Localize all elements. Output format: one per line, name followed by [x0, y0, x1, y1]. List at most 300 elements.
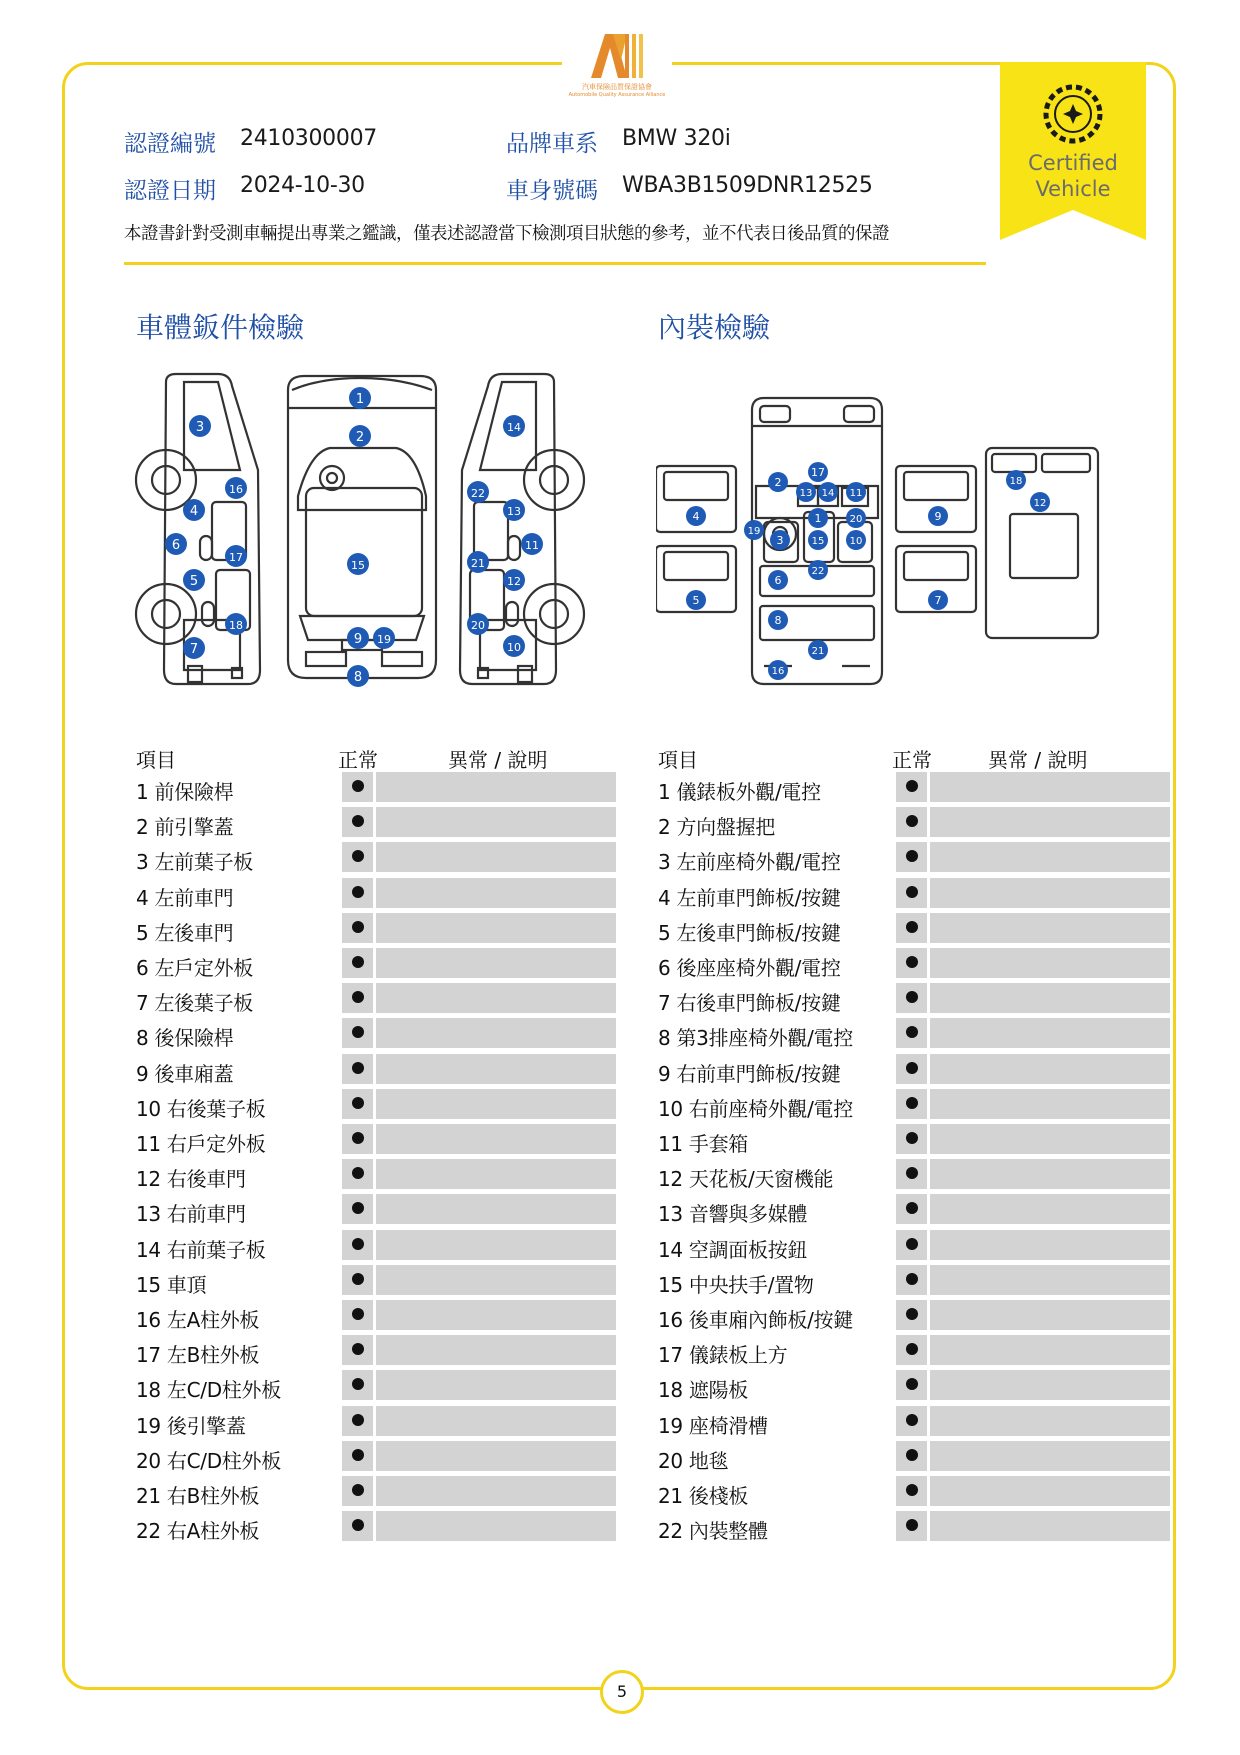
abnormal-note-field[interactable]: [376, 842, 616, 872]
normal-checkbox[interactable]: [342, 913, 373, 943]
interior-section-title: 內裝檢驗: [658, 311, 771, 344]
interior-marker-15: [808, 530, 828, 550]
item-label: 3 左前座椅外觀/電控: [658, 850, 841, 875]
table-row: [658, 1194, 1170, 1226]
normal-checkbox[interactable]: [342, 1335, 373, 1365]
normal-mark-icon: [906, 956, 918, 968]
interior-marker-6: [768, 570, 788, 590]
item-label: 5 左後車門飾板/按鍵: [658, 920, 841, 945]
table-row: [136, 1370, 616, 1402]
item-label: 9 右前車門飾板/按鍵: [658, 1061, 841, 1086]
svg-text:19: 19: [747, 526, 761, 537]
body-marker-20: [467, 613, 489, 635]
svg-text:16: 16: [229, 483, 243, 496]
table-row: [136, 1476, 616, 1508]
body-marker-16: [225, 477, 247, 499]
svg-text:8: 8: [774, 614, 782, 627]
interior-marker-16: [768, 660, 788, 680]
svg-text:20: 20: [849, 514, 863, 525]
normal-mark-icon: [906, 1484, 918, 1496]
interior-marker-11: [846, 482, 866, 502]
svg-text:10: 10: [849, 536, 863, 547]
normal-checkbox[interactable]: [896, 1054, 927, 1084]
table-row: [136, 1300, 616, 1332]
abnormal-note-field[interactable]: [930, 807, 1170, 837]
logo-org-name: 汽車保險品質保證協會: [582, 83, 652, 91]
normal-mark-icon: [906, 1343, 918, 1355]
table-row: [136, 1054, 616, 1086]
item-label: 8 第3排座椅外觀/電控: [658, 1026, 853, 1051]
normal-checkbox[interactable]: [896, 1370, 927, 1400]
svg-text:1: 1: [814, 512, 822, 525]
svg-text:11: 11: [849, 488, 863, 499]
normal-checkbox[interactable]: [896, 1476, 927, 1506]
normal-checkbox[interactable]: [342, 1089, 373, 1119]
normal-checkbox[interactable]: [896, 1124, 927, 1154]
normal-checkbox[interactable]: [896, 1018, 927, 1048]
interior-marker-9: [928, 506, 948, 526]
normal-checkbox[interactable]: [342, 1159, 373, 1189]
table-row: [136, 1159, 616, 1191]
body-marker-15: [347, 553, 369, 575]
item-label: 20 右C/D柱外板: [136, 1448, 281, 1473]
abnormal-note-field[interactable]: [930, 1370, 1170, 1400]
body-section-title: 車體鈑件檢驗: [136, 311, 305, 344]
abnormal-note-field[interactable]: [376, 1054, 616, 1084]
abnormal-note-field[interactable]: [376, 983, 616, 1013]
svg-text:13: 13: [507, 505, 521, 518]
item-label: 21 後棧板: [658, 1484, 749, 1508]
normal-mark-icon: [906, 850, 918, 862]
normal-mark-icon: [906, 886, 918, 898]
normal-mark-icon: [906, 1519, 918, 1531]
certified-vehicle-badge: [1000, 62, 1146, 240]
normal-checkbox[interactable]: [342, 772, 373, 802]
normal-mark-icon: [906, 1167, 918, 1179]
interior-marker-7: [928, 590, 948, 610]
body-marker-13: [503, 499, 525, 521]
normal-mark-icon: [352, 1273, 364, 1285]
svg-text:20: 20: [471, 619, 485, 632]
abnormal-note-field[interactable]: [376, 1511, 616, 1541]
abnormal-note-field[interactable]: [376, 1018, 616, 1048]
body-marker-8: [347, 665, 369, 687]
body-marker-21: [467, 551, 489, 573]
abnormal-note-field[interactable]: [376, 948, 616, 978]
body-marker-6: [165, 533, 187, 555]
abnormal-note-field[interactable]: [376, 1124, 616, 1154]
abnormal-note-field[interactable]: [376, 913, 616, 943]
svg-text:18: 18: [229, 619, 243, 632]
abnormal-note-field[interactable]: [930, 842, 1170, 872]
organization-logo: [562, 30, 672, 100]
page-number: 5: [600, 1670, 644, 1714]
body-marker-3: [189, 415, 211, 437]
cert-no-value: 2410300007: [240, 126, 377, 151]
item-label: 13 右前車門: [136, 1202, 246, 1227]
normal-checkbox[interactable]: [896, 1300, 927, 1330]
svg-text:2: 2: [774, 476, 782, 489]
normal-mark-icon: [906, 1026, 918, 1038]
table-row: [658, 1441, 1170, 1473]
item-label: 15 中央扶手/置物: [658, 1272, 814, 1297]
normal-checkbox[interactable]: [342, 1511, 373, 1541]
normal-checkbox[interactable]: [342, 1230, 373, 1260]
body-marker-18: [225, 613, 247, 635]
body-marker-22: [467, 481, 489, 503]
normal-mark-icon: [352, 1026, 364, 1038]
table-row: [658, 807, 1170, 839]
table-row: [658, 842, 1170, 874]
body-col-normal: 正常: [338, 748, 378, 772]
table-row: [136, 1335, 616, 1367]
abnormal-note-field[interactable]: [376, 807, 616, 837]
abnormal-note-field[interactable]: [376, 1089, 616, 1119]
body-col-abnormal: 異常 / 說明: [448, 748, 548, 772]
normal-checkbox[interactable]: [342, 1406, 373, 1436]
table-row: [136, 1511, 616, 1543]
item-label: 16 後車廂內飾板/按鍵: [658, 1308, 853, 1332]
body-marker-14: [503, 415, 525, 437]
svg-text:15: 15: [351, 559, 365, 572]
normal-mark-icon: [352, 1519, 364, 1531]
svg-text:12: 12: [507, 575, 521, 588]
normal-checkbox[interactable]: [896, 807, 927, 837]
normal-mark-icon: [352, 1238, 364, 1250]
svg-text:9: 9: [353, 632, 363, 647]
normal-mark-icon: [906, 1202, 918, 1214]
table-row: [658, 1230, 1170, 1262]
normal-mark-icon: [352, 921, 364, 933]
abnormal-note-field[interactable]: [930, 1335, 1170, 1365]
abnormal-note-field[interactable]: [376, 1476, 616, 1506]
normal-checkbox[interactable]: [896, 1406, 927, 1436]
abnormal-note-field[interactable]: [930, 983, 1170, 1013]
table-row: [136, 913, 616, 945]
logo-mark-icon: [587, 30, 647, 80]
normal-checkbox[interactable]: [342, 1124, 373, 1154]
abnormal-note-field[interactable]: [930, 1511, 1170, 1541]
table-row: [136, 1194, 616, 1226]
normal-mark-icon: [906, 991, 918, 1003]
normal-checkbox[interactable]: [896, 1511, 927, 1541]
table-row: [136, 807, 616, 839]
svg-text:6: 6: [774, 574, 782, 587]
interior-marker-13: [796, 482, 816, 502]
table-row: [136, 1265, 616, 1297]
normal-checkbox[interactable]: [896, 1159, 927, 1189]
normal-mark-icon: [906, 1097, 918, 1109]
normal-mark-icon: [352, 1449, 364, 1461]
normal-checkbox[interactable]: [342, 1194, 373, 1224]
vin-label: 車身號碼: [506, 178, 598, 204]
abnormal-note-field[interactable]: [376, 1265, 616, 1295]
interior-marker-22: [808, 560, 828, 580]
svg-text:13: 13: [799, 488, 813, 499]
table-row: [658, 1511, 1170, 1543]
normal-checkbox[interactable]: [896, 1335, 927, 1365]
item-label: 22 內裝整體: [658, 1519, 768, 1544]
abnormal-note-field[interactable]: [376, 1441, 616, 1471]
body-marker-12: [503, 569, 525, 591]
svg-text:3: 3: [195, 420, 205, 435]
body-marker-9: [347, 627, 369, 649]
svg-text:7: 7: [189, 642, 199, 657]
normal-mark-icon: [352, 780, 364, 792]
item-label: 6 後座座椅外觀/電控: [658, 956, 841, 980]
badge-line2: Vehicle: [1035, 177, 1111, 201]
normal-checkbox[interactable]: [896, 1194, 927, 1224]
normal-mark-icon: [906, 1308, 918, 1320]
normal-checkbox[interactable]: [342, 1476, 373, 1506]
item-label: 2 方向盤握把: [658, 815, 775, 840]
normal-checkbox[interactable]: [896, 772, 927, 802]
abnormal-note-field[interactable]: [930, 878, 1170, 908]
badge-line1: Certified: [1028, 151, 1118, 175]
svg-text:3: 3: [776, 534, 784, 547]
item-label: 12 右後車門: [136, 1167, 246, 1192]
svg-text:8: 8: [353, 670, 363, 685]
normal-checkbox[interactable]: [342, 807, 373, 837]
abnormal-note-field[interactable]: [930, 772, 1170, 802]
svg-text:14: 14: [507, 421, 521, 434]
item-label: 4 左前車門: [136, 885, 234, 910]
svg-text:5: 5: [692, 594, 700, 607]
item-label: 19 座椅滑槽: [658, 1413, 768, 1438]
item-label: 16 左A柱外板: [136, 1308, 260, 1332]
abnormal-note-field[interactable]: [930, 1054, 1170, 1084]
normal-mark-icon: [906, 815, 918, 827]
interior-marker-5: [686, 590, 706, 610]
brand-label: 品牌車系: [506, 131, 598, 157]
cert-no-label: 認證編號: [124, 131, 216, 157]
svg-text:5: 5: [189, 574, 199, 589]
normal-mark-icon: [352, 991, 364, 1003]
body-panel-markers: [165, 387, 543, 687]
interior-marker-12: [1030, 492, 1050, 512]
normal-mark-icon: [352, 1167, 364, 1179]
abnormal-note-field[interactable]: [930, 1441, 1170, 1471]
abnormal-note-field[interactable]: [376, 1194, 616, 1224]
interior-marker-1: [808, 508, 828, 528]
table-row: [136, 1018, 616, 1050]
item-label: 10 右前座椅外觀/電控: [658, 1096, 853, 1121]
normal-checkbox[interactable]: [342, 1300, 373, 1330]
interior-col-item: 項目: [658, 748, 698, 772]
item-label: 1 前保險桿: [136, 780, 234, 804]
normal-checkbox[interactable]: [896, 1441, 927, 1471]
table-row: [658, 1124, 1170, 1156]
abnormal-note-field[interactable]: [930, 1300, 1170, 1330]
item-label: 1 儀錶板外觀/電控: [658, 780, 821, 804]
interior-marker-18: [1006, 470, 1026, 490]
item-label: 2 前引擎蓋: [136, 815, 234, 840]
table-row: [136, 1406, 616, 1438]
table-row: [658, 772, 1170, 804]
normal-mark-icon: [906, 1132, 918, 1144]
interior-marker-10: [846, 530, 866, 550]
svg-text:15: 15: [811, 536, 825, 547]
table-row: [136, 1230, 616, 1262]
cert-date-value: 2024-10-30: [240, 173, 365, 198]
normal-mark-icon: [352, 1378, 364, 1390]
interior-marker-20: [846, 508, 866, 528]
normal-checkbox[interactable]: [342, 1054, 373, 1084]
svg-text:21: 21: [811, 646, 825, 657]
abnormal-note-field[interactable]: [376, 1406, 616, 1436]
item-label: 17 儀錶板上方: [658, 1343, 788, 1368]
body-marker-2: [349, 425, 371, 447]
normal-checkbox[interactable]: [342, 1441, 373, 1471]
item-label: 4 左前車門飾板/按鍵: [658, 885, 841, 910]
item-label: 9 後車廂蓋: [136, 1061, 234, 1086]
normal-mark-icon: [906, 1378, 918, 1390]
item-label: 12 天花板/天窗機能: [658, 1167, 834, 1192]
normal-checkbox[interactable]: [342, 878, 373, 908]
abnormal-note-field[interactable]: [376, 1300, 616, 1330]
body-marker-1: [349, 387, 371, 409]
abnormal-note-field[interactable]: [930, 1230, 1170, 1260]
table-row: [658, 913, 1170, 945]
item-label: 14 空調面板按鈕: [658, 1237, 808, 1262]
cert-date-label: 認證日期: [124, 178, 216, 204]
header-divider: [124, 262, 986, 265]
normal-checkbox[interactable]: [342, 948, 373, 978]
normal-mark-icon: [906, 780, 918, 792]
item-label: 18 左C/D柱外板: [136, 1378, 281, 1403]
normal-checkbox[interactable]: [896, 1265, 927, 1295]
abnormal-note-field[interactable]: [930, 1476, 1170, 1506]
abnormal-note-field[interactable]: [376, 772, 616, 802]
svg-text:9: 9: [934, 510, 942, 523]
body-marker-7: [183, 637, 205, 659]
vin-value: WBA3B1509DNR12525: [622, 173, 873, 198]
table-row: [136, 842, 616, 874]
normal-checkbox[interactable]: [896, 913, 927, 943]
body-panel-diagram: [120, 370, 600, 690]
abnormal-note-field[interactable]: [930, 948, 1170, 978]
abnormal-note-field[interactable]: [930, 1089, 1170, 1119]
normal-mark-icon: [352, 956, 364, 968]
svg-text:12: 12: [1033, 498, 1047, 509]
svg-text:16: 16: [771, 666, 785, 677]
normal-mark-icon: [352, 1343, 364, 1355]
item-label: 15 車頂: [136, 1272, 207, 1297]
normal-checkbox[interactable]: [896, 1089, 927, 1119]
item-label: 18 遮陽板: [658, 1378, 749, 1403]
normal-checkbox[interactable]: [896, 1230, 927, 1260]
abnormal-note-field[interactable]: [376, 1159, 616, 1189]
normal-mark-icon: [352, 1097, 364, 1109]
interior-marker-4: [686, 506, 706, 526]
normal-mark-icon: [906, 1414, 918, 1426]
svg-text:7: 7: [934, 594, 942, 607]
svg-text:22: 22: [471, 487, 485, 500]
interior-diagram: [656, 396, 1106, 688]
svg-text:22: 22: [811, 566, 825, 577]
svg-text:2: 2: [355, 430, 365, 445]
normal-checkbox[interactable]: [342, 1370, 373, 1400]
normal-checkbox[interactable]: [342, 842, 373, 872]
table-row: [658, 948, 1170, 980]
normal-checkbox[interactable]: [342, 1265, 373, 1295]
table-row: [658, 1406, 1170, 1438]
normal-mark-icon: [906, 921, 918, 933]
abnormal-note-field[interactable]: [930, 1159, 1170, 1189]
body-col-item: 項目: [136, 748, 176, 772]
normal-checkbox[interactable]: [896, 878, 927, 908]
abnormal-note-field[interactable]: [930, 1406, 1170, 1436]
abnormal-note-field[interactable]: [930, 1194, 1170, 1224]
normal-checkbox[interactable]: [342, 983, 373, 1013]
normal-mark-icon: [906, 1273, 918, 1285]
table-row: [136, 772, 616, 804]
table-row: [136, 983, 616, 1015]
svg-text:4: 4: [692, 510, 700, 523]
normal-mark-icon: [352, 850, 364, 862]
item-label: 10 右後葉子板: [136, 1096, 266, 1121]
svg-text:10: 10: [507, 641, 521, 654]
table-row: [136, 878, 616, 910]
interior-marker-8: [768, 610, 788, 630]
normal-mark-icon: [352, 1062, 364, 1074]
normal-mark-icon: [352, 1132, 364, 1144]
item-label: 8 後保險桿: [136, 1026, 234, 1051]
normal-mark-icon: [906, 1449, 918, 1461]
item-label: 6 左戶定外板: [136, 956, 253, 980]
normal-checkbox[interactable]: [896, 948, 927, 978]
normal-mark-icon: [352, 1414, 364, 1426]
abnormal-note-field[interactable]: [376, 1335, 616, 1365]
table-row: [658, 1089, 1170, 1121]
table-row: [658, 1300, 1170, 1332]
disclaimer-text: 本證書針對受測車輛提出專業之鑑識，僅表述認證當下檢測項目狀態的參考，並不代表日後品質的保證: [124, 224, 889, 244]
abnormal-note-field[interactable]: [930, 1265, 1170, 1295]
item-label: 7 左後葉子板: [136, 991, 253, 1016]
abnormal-note-field[interactable]: [930, 1018, 1170, 1048]
body-marker-10: [503, 635, 525, 657]
interior-marker-14: [818, 482, 838, 502]
normal-checkbox[interactable]: [896, 842, 927, 872]
item-label: 3 左前葉子板: [136, 850, 253, 875]
interior-marker-2: [768, 472, 788, 492]
table-row: [136, 948, 616, 980]
normal-mark-icon: [352, 1484, 364, 1496]
interior-marker-21: [808, 640, 828, 660]
interior-marker-3: [770, 530, 790, 550]
normal-mark-icon: [352, 1308, 364, 1320]
normal-checkbox[interactable]: [342, 1018, 373, 1048]
table-row: [658, 1265, 1170, 1297]
abnormal-note-field[interactable]: [376, 1370, 616, 1400]
item-label: 21 右B柱外板: [136, 1484, 260, 1508]
item-label: 11 手套箱: [658, 1132, 749, 1156]
abnormal-note-field[interactable]: [930, 1124, 1170, 1154]
abnormal-note-field[interactable]: [930, 913, 1170, 943]
table-row: [658, 1054, 1170, 1086]
item-label: 13 音響與多媒體: [658, 1202, 808, 1227]
svg-text:11: 11: [525, 539, 539, 552]
item-label: 11 右戶定外板: [136, 1132, 266, 1156]
svg-text:4: 4: [189, 504, 199, 519]
interior-col-normal: 正常: [892, 748, 932, 772]
normal-checkbox[interactable]: [896, 983, 927, 1013]
abnormal-note-field[interactable]: [376, 878, 616, 908]
interior-col-abnormal: 異常 / 說明: [988, 748, 1088, 772]
interior-marker-19: [744, 520, 764, 540]
body-marker-19: [373, 627, 395, 649]
abnormal-note-field[interactable]: [376, 1230, 616, 1260]
